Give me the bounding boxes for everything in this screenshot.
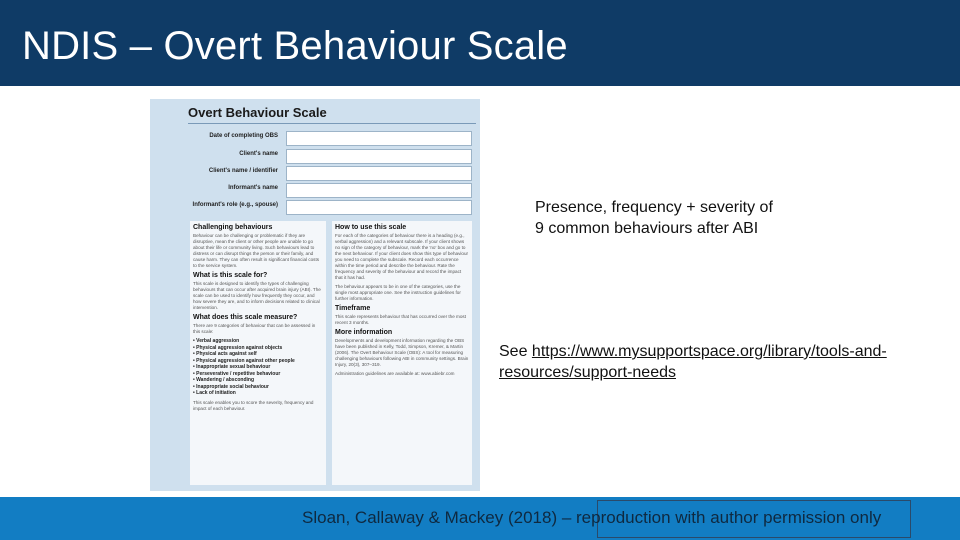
list-item: • Physical acts against self (193, 351, 257, 357)
section-text: For each of the categories of behaviour there is a heading (e.g., verbal aggression) and a relevant subscale. If your client shows no sign of the category of behaviour, mark the 'no' box and go to the next behaviour. If your client does show this type of behaviour you need to complete the subscale. Record each occurrence within the time period and describe the behaviour. Rate the frequency and severity of the behaviour and record the impact that it has had. (335, 233, 469, 280)
list-item-label: Inappropriate sexual behaviour (196, 364, 271, 370)
form-field-label: Client's name (239, 151, 278, 157)
form-field-row (156, 147, 478, 165)
form-field-box (286, 149, 472, 164)
form-field-label: Client's name / identifier (208, 168, 278, 174)
document-title: Overt Behaviour Scale (188, 105, 327, 120)
form-field-row (156, 181, 478, 199)
form-field-box (286, 131, 472, 146)
support-needs-link[interactable]: https://www.mysupportspace.org/library/tools-and-resources/support-needs (499, 343, 887, 381)
list-item-label: Wandering / absconding (196, 377, 255, 383)
document-left-column (190, 221, 326, 485)
behaviour-list (193, 338, 323, 397)
section-text: Administration guidelines are available at: www.abiebr.com (335, 371, 455, 376)
form-field-box (286, 200, 472, 215)
section-heading: Timeframe (335, 305, 371, 312)
summary-text (535, 197, 835, 239)
form-field-label: Date of completing OBS (209, 133, 278, 139)
section-heading: What is this scale for? (193, 272, 268, 279)
summary-line: 9 common behaviours after ABI (535, 220, 759, 237)
citation-text: Sloan, Callaway & Mackey (2018) – reproduction with author permission only (302, 508, 882, 527)
reference-prefix: See (499, 343, 532, 360)
title-bar (0, 0, 960, 86)
document-right-column (332, 221, 472, 485)
form-field-row (156, 198, 478, 216)
section-text: This scale is designed to identify the types of challenging behaviours that can occur after acquired brain injury (ABI). The scale can be used to identify how frequently they occur, and how severe they are, and to inform decisions related to clinical intervention. (193, 281, 321, 310)
section-heading: How to use this scale (335, 224, 407, 231)
summary-line: Presence, frequency + severity of (535, 199, 773, 216)
form-field-row (156, 164, 478, 182)
section-text: Developments and development information regarding the OBS have been published in Kelly, Todd, Simpson, Kremer, & Martin (2006). The Overt Behaviour Scale (OBS): A tool for measuring challenging behaviours following ABI in community settings. Brain Injury, 20(3), 307–319. (335, 338, 469, 367)
list-item-label: Physical acts against self (196, 351, 257, 357)
section-text: Behaviour can be challenging or problematic if they are disruptive, mean the client or other people are unable to go about their life or community living. Such behaviours lead to distress or can disrupt things the person or their family, and cause harm. They can often result in significant financial costs to the service system. (193, 233, 320, 268)
form-field-label: Informant's name (228, 185, 278, 191)
list-item-label: Physical aggression against other people (196, 357, 295, 364)
list-item: • Verbal aggression (193, 338, 240, 344)
section-heading: Challenging behaviours (193, 224, 273, 231)
section-text: This scale enables you to score the severity, frequency and impact of each behaviour. (193, 399, 314, 411)
form-field-label: Informant's role (e.g., spouse) (192, 202, 278, 208)
form-field-box (286, 183, 472, 198)
slide-title: NDIS – Overt Behaviour Scale (22, 24, 568, 68)
section-heading: What does this scale measure? (193, 314, 298, 321)
form-field-row (156, 129, 478, 147)
section-heading: More information (335, 329, 393, 336)
list-item-label: Verbal aggression (196, 338, 240, 344)
section-text: There are 9 categories of behaviour that can be assessed in this scale: (193, 323, 316, 334)
form-field-box (286, 166, 472, 181)
reference-text (499, 341, 949, 383)
document-divider (188, 123, 476, 124)
document-image (150, 99, 480, 491)
list-item: • Physical aggression against objects (193, 344, 283, 351)
list-item: • Lack of initiation (193, 390, 236, 396)
list-item-label: Lack of initiation (196, 390, 236, 396)
list-item: • Inappropriate sexual behaviour (193, 364, 271, 370)
list-item: • Wandering / absconding (193, 377, 255, 383)
list-item: • Inappropriate social behaviour (193, 383, 269, 390)
list-item-label: Physical aggression against objects (196, 344, 283, 351)
list-item-label: Perseverative / repetitive behaviour (196, 370, 281, 377)
document-page (156, 99, 478, 491)
list-item: • Physical aggression against other people (193, 357, 295, 364)
list-item-label: Inappropriate social behaviour (196, 383, 269, 390)
list-item: • Perseverative / repetitive behaviour (193, 370, 281, 377)
section-text: The behaviour appears to be in one of the categories, use the single most appropriate one. See the instruction guidelines for further information. (335, 284, 461, 301)
section-text: This scale represents behaviour that has occurred over the most recent 3 months. (335, 314, 466, 325)
